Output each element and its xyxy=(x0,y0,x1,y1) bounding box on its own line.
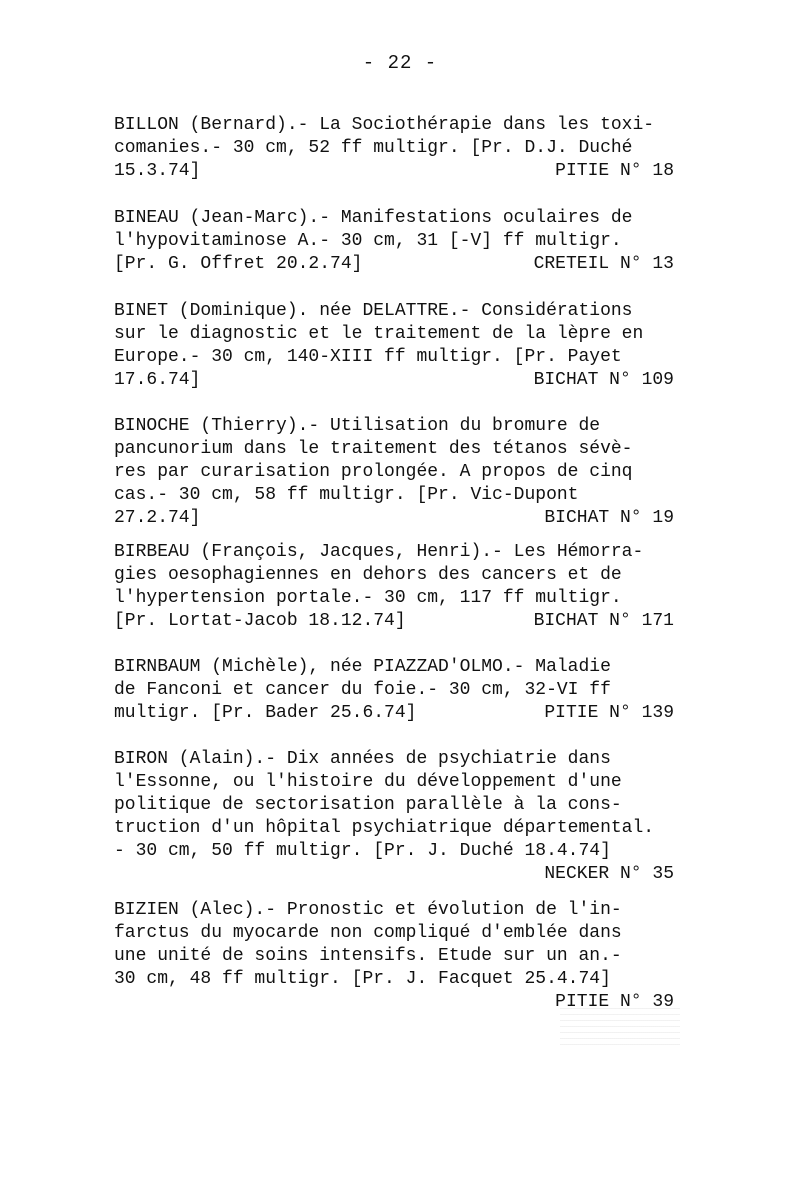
entry-line: sur le diagnostic et le traitement de la lèpre en xyxy=(114,324,644,344)
page-number: - 22 - xyxy=(362,52,438,74)
entry-line: BIRON (Alain).- Dix années de psychiatrie dans xyxy=(114,749,611,769)
bibliography-entry xyxy=(114,748,674,886)
entry-line: de Fanconi et cancer du foie.- 30 cm, 32-VI ff xyxy=(114,680,611,700)
entry-location: BICHAT N° 109 xyxy=(533,370,674,390)
entry-line: truction d'un hôpital psychiatrique départemental. xyxy=(114,818,655,838)
entry-line: res par curarisation prolongée. A propos de cinq xyxy=(114,462,633,482)
entry-line: [Pr. Lortat-Jacob 18.12.74] xyxy=(114,611,406,631)
entry-location: PITIE N° 39 xyxy=(555,992,674,1012)
entry-line: 27.2.74] xyxy=(114,508,201,528)
entry-line: - 30 cm, 50 ff multigr. [Pr. J. Duché 18.4.74] xyxy=(114,841,611,861)
entry-line: BINET (Dominique). née DELATTRE.- Considérations xyxy=(114,301,633,321)
bibliography-entry xyxy=(114,415,674,530)
entry-line: l'hypertension portale.- 30 cm, 117 ff multigr. xyxy=(114,588,622,608)
entry-line: 17.6.74] xyxy=(114,370,201,390)
entry-location: BICHAT N° 171 xyxy=(533,611,674,631)
bibliography-entry xyxy=(114,656,674,725)
entry-line: BINOCHE (Thierry).- Utilisation du bromure de xyxy=(114,416,601,436)
entry-line: BINEAU (Jean-Marc).- Manifestations oculaires de xyxy=(114,208,633,228)
entry-location: PITIE N° 139 xyxy=(544,703,674,723)
entry-line: BIRBEAU (François, Jacques, Henri).- Les Hémorra- xyxy=(114,542,644,562)
entry-line: l'Essonne, ou l'histoire du développement d'une xyxy=(114,772,622,792)
entry-location: CRETEIL N° 13 xyxy=(533,254,674,274)
bibliography-entry xyxy=(114,207,674,276)
bibliography-entry xyxy=(114,114,674,183)
bibliography-entry xyxy=(114,300,674,392)
bibliography-entry xyxy=(114,899,674,1014)
entry-line: politique de sectorisation parallèle à la cons- xyxy=(114,795,622,815)
entry-line: 30 cm, 48 ff multigr. [Pr. J. Facquet 25.4.74] xyxy=(114,969,611,989)
entry-line: farctus du myocarde non compliqué d'emblée dans xyxy=(114,923,622,943)
entry-location: PITIE N° 18 xyxy=(555,161,674,181)
entry-line: BILLON (Bernard).- La Sociothérapie dans les toxi- xyxy=(114,115,655,135)
bibliography-entry xyxy=(114,541,674,633)
entry-line: pancunorium dans le traitement des tétanos sévè- xyxy=(114,439,633,459)
entry-line: Europe.- 30 cm, 140-XIII ff multigr. [Pr. Payet xyxy=(114,347,622,367)
entry-location: BICHAT N° 19 xyxy=(544,508,674,528)
entry-line: 15.3.74] xyxy=(114,161,201,181)
entry-line: BIRNBAUM (Michèle), née PIAZZAD'OLMO.- Maladie xyxy=(114,657,611,677)
entry-line: [Pr. G. Offret 20.2.74] xyxy=(114,254,363,274)
entry-line: comanies.- 30 cm, 52 ff multigr. [Pr. D.J. Duché xyxy=(114,138,633,158)
entry-line: gies oesophagiennes en dehors des cancers et de xyxy=(114,565,622,585)
entry-line: multigr. [Pr. Bader 25.6.74] xyxy=(114,703,417,723)
entry-location: NECKER N° 35 xyxy=(544,864,674,884)
entry-line: l'hypovitaminose A.- 30 cm, 31 [-V] ff multigr. xyxy=(114,231,622,251)
entry-line: BIZIEN (Alec).- Pronostic et évolution de l'in- xyxy=(114,900,622,920)
entry-line: une unité de soins intensifs. Etude sur un an.- xyxy=(114,946,622,966)
scan-bleedthrough xyxy=(560,1005,680,1045)
entry-line: cas.- 30 cm, 58 ff multigr. [Pr. Vic-Dupont xyxy=(114,485,579,505)
